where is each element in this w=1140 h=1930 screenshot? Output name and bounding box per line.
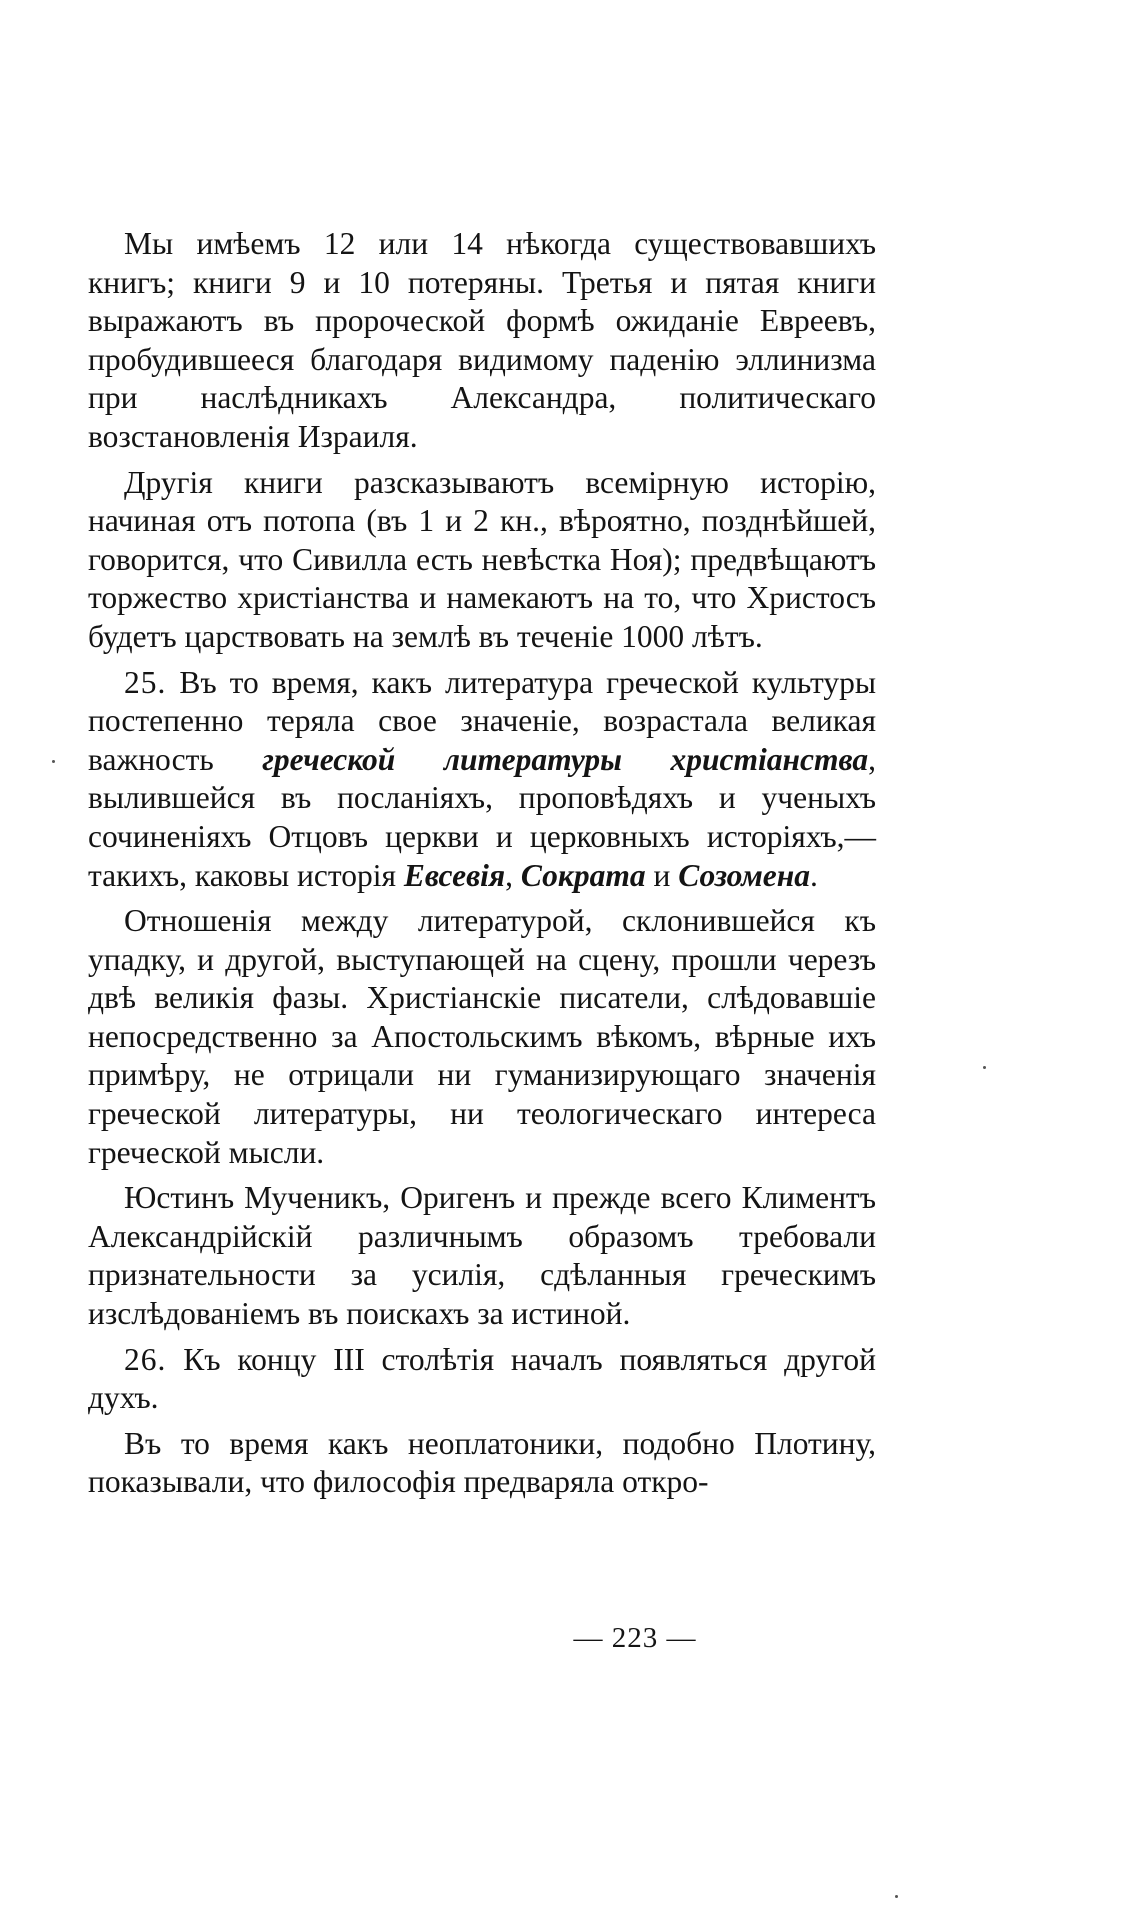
paragraph-6 (88, 1341, 876, 1418)
paragraph-4: Отношенія между литературой, склонившейся къ упадку, и другой, выступающей на сцену, прошли черезъ двѣ великія фазы. Христіанскіе писатели, слѣдовавшіе непосредственно за Апостольскимъ вѣкомъ, вѣрные ихъ примѣру, не отрицали ни гуманизирующаго значенія греческой литературы, ни теологическаго интереса греческой мысли. (88, 903, 876, 1170)
paragraph-2: Другія книги разсказываютъ всемірную исторію, начиная отъ потопа (въ 1 и 2 кн., вѣроятно, позднѣйшей, говорится, что Сивилла есть невѣстка Ноя); предвѣщаютъ торжество христіанства и намекаютъ на то, что Христосъ будетъ царствовать на землѣ въ теченіе 1000 лѣтъ. (88, 464, 876, 654)
paragraph-3-text-e: . (810, 857, 818, 893)
scan-speck (52, 760, 55, 763)
italic-eusebius: Евсевія (403, 857, 506, 893)
italic-greek-literature-christianity: греческой литературы христіанства (262, 741, 869, 777)
paragraph-6-text: Къ концу III столѣтія началъ появляться другой духъ. (88, 1341, 876, 1416)
page-number-text: — 223 — (573, 1622, 697, 1654)
paragraph-3 (88, 664, 876, 896)
paragraph-7: Въ то время какъ неоплатоники, подобно Плотину, показывали, что философія предваряла откро- (88, 1425, 876, 1500)
paragraph-3-text-d: и (645, 857, 679, 893)
page-number (0, 1622, 1140, 1655)
scan-speck (983, 1066, 986, 1069)
section-number-25: 25. (124, 664, 167, 700)
paragraph-3-text-a: Въ то время, какъ литература греческой культуры постепенно теряла свое значеніе, возрастала великая важность (88, 664, 876, 777)
paragraph-3-text-b: , вылившейся въ посланіяхъ, проповѣдяхъ и ученыхъ сочиненіяхъ Отцовъ церкви и церковныхъ исторіяхъ,—такихъ, каковы исторія (88, 741, 876, 893)
paragraph-5: Юстинъ Мученикъ, Оригенъ и прежде всего Климентъ Александрійскій различнымъ образомъ требовали признательности за усилія, сдѣланныя греческимъ изслѣдованіемъ въ поискахъ за истиной. (88, 1180, 876, 1332)
body-text (88, 225, 876, 1509)
paragraph-1: Мы имѣемъ 12 или 14 нѣкогда существовавшихъ книгъ; книги 9 и 10 потеряны. Третья и пятая книги выражаютъ въ пророческой формѣ ожиданіе Евреевъ, пробудившееся благодаря видимому паденію эллинизма при наслѣдникахъ Александра, политическаго возстановленія Израиля. (88, 226, 876, 454)
section-number-26: 26. (124, 1341, 167, 1377)
scan-speck (895, 1895, 898, 1898)
italic-socrates: Сократа (520, 857, 646, 893)
italic-sozomen: Созомена (678, 857, 811, 893)
paragraph-3-text-c: , (505, 857, 521, 893)
